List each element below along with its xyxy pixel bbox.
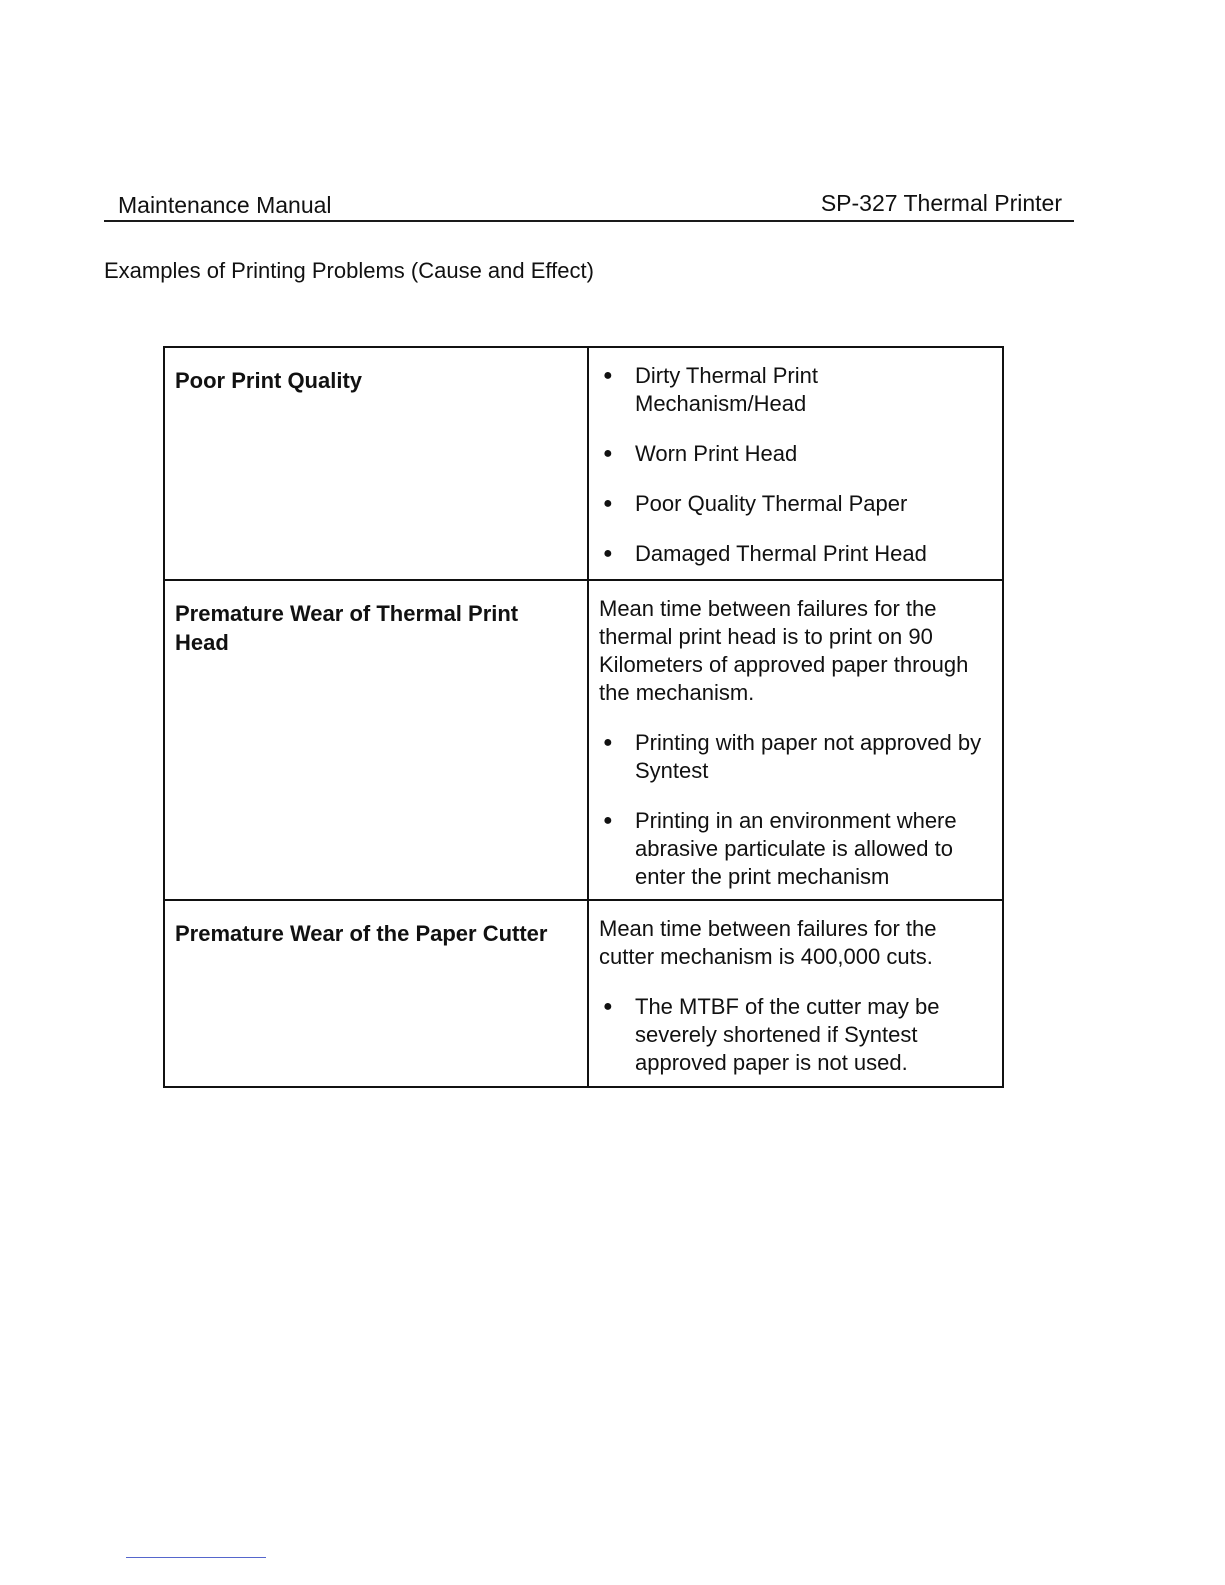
effect-intro: Mean time between failures for the thermal print head is to print on 90 Kilometers of approved paper through the mechanism.	[599, 596, 969, 705]
effect-cell	[589, 581, 1002, 899]
bullet-text: Damaged Thermal Print Head	[635, 541, 927, 566]
footnote-divider	[126, 1557, 266, 1558]
bullet-icon: ●	[603, 545, 613, 562]
cause-cell: Premature Wear of the Paper Cutter	[165, 901, 589, 1086]
bullet-text: Printing with paper not approved by Syntest	[635, 730, 982, 783]
bullet-text: Printing in an environment where abrasive particulate is allowed to enter the print mechanism	[635, 808, 957, 889]
bullet-text: Poor Quality Thermal Paper	[635, 491, 908, 516]
bullet-icon: ●	[603, 495, 613, 512]
effect-bullet-list	[599, 729, 992, 891]
list-item	[599, 540, 992, 568]
list-item	[599, 993, 992, 1077]
bullet-text: Worn Print Head	[635, 441, 798, 466]
product-name: SP-327 Thermal Printer	[820, 190, 1062, 216]
cause-effect-table	[163, 346, 1004, 1088]
effect-bullet-list	[599, 993, 992, 1077]
manual-title: Maintenance Manual	[118, 192, 332, 218]
bullet-text: The MTBF of the cutter may be severely shortened if Syntest approved paper is not used.	[635, 994, 940, 1075]
bullet-icon: ●	[603, 812, 613, 829]
bullet-icon: ●	[603, 734, 613, 751]
page-header	[104, 188, 1074, 222]
effect-intro: Mean time between failures for the cutter mechanism is 400,000 cuts.	[599, 916, 937, 969]
table-row	[165, 579, 1002, 899]
bullet-text: Dirty Thermal Print Mechanism/Head	[635, 363, 818, 416]
list-item	[599, 490, 992, 518]
cause-cell: Poor Print Quality	[165, 348, 589, 579]
effect-cell	[589, 348, 1002, 579]
bullet-icon: ●	[603, 367, 613, 384]
table-row	[165, 899, 1002, 1086]
section-title: Examples of Printing Problems (Cause and Effect)	[104, 258, 594, 283]
list-item	[599, 807, 992, 891]
effect-bullet-list	[599, 362, 992, 568]
table-row	[165, 348, 1002, 579]
list-item	[599, 729, 992, 785]
cause-cell: Premature Wear of Thermal Print Head	[165, 581, 589, 899]
effect-cell	[589, 901, 1002, 1086]
bullet-icon: ●	[603, 445, 613, 462]
list-item	[599, 440, 992, 468]
list-item	[599, 362, 992, 418]
bullet-icon: ●	[603, 998, 613, 1015]
